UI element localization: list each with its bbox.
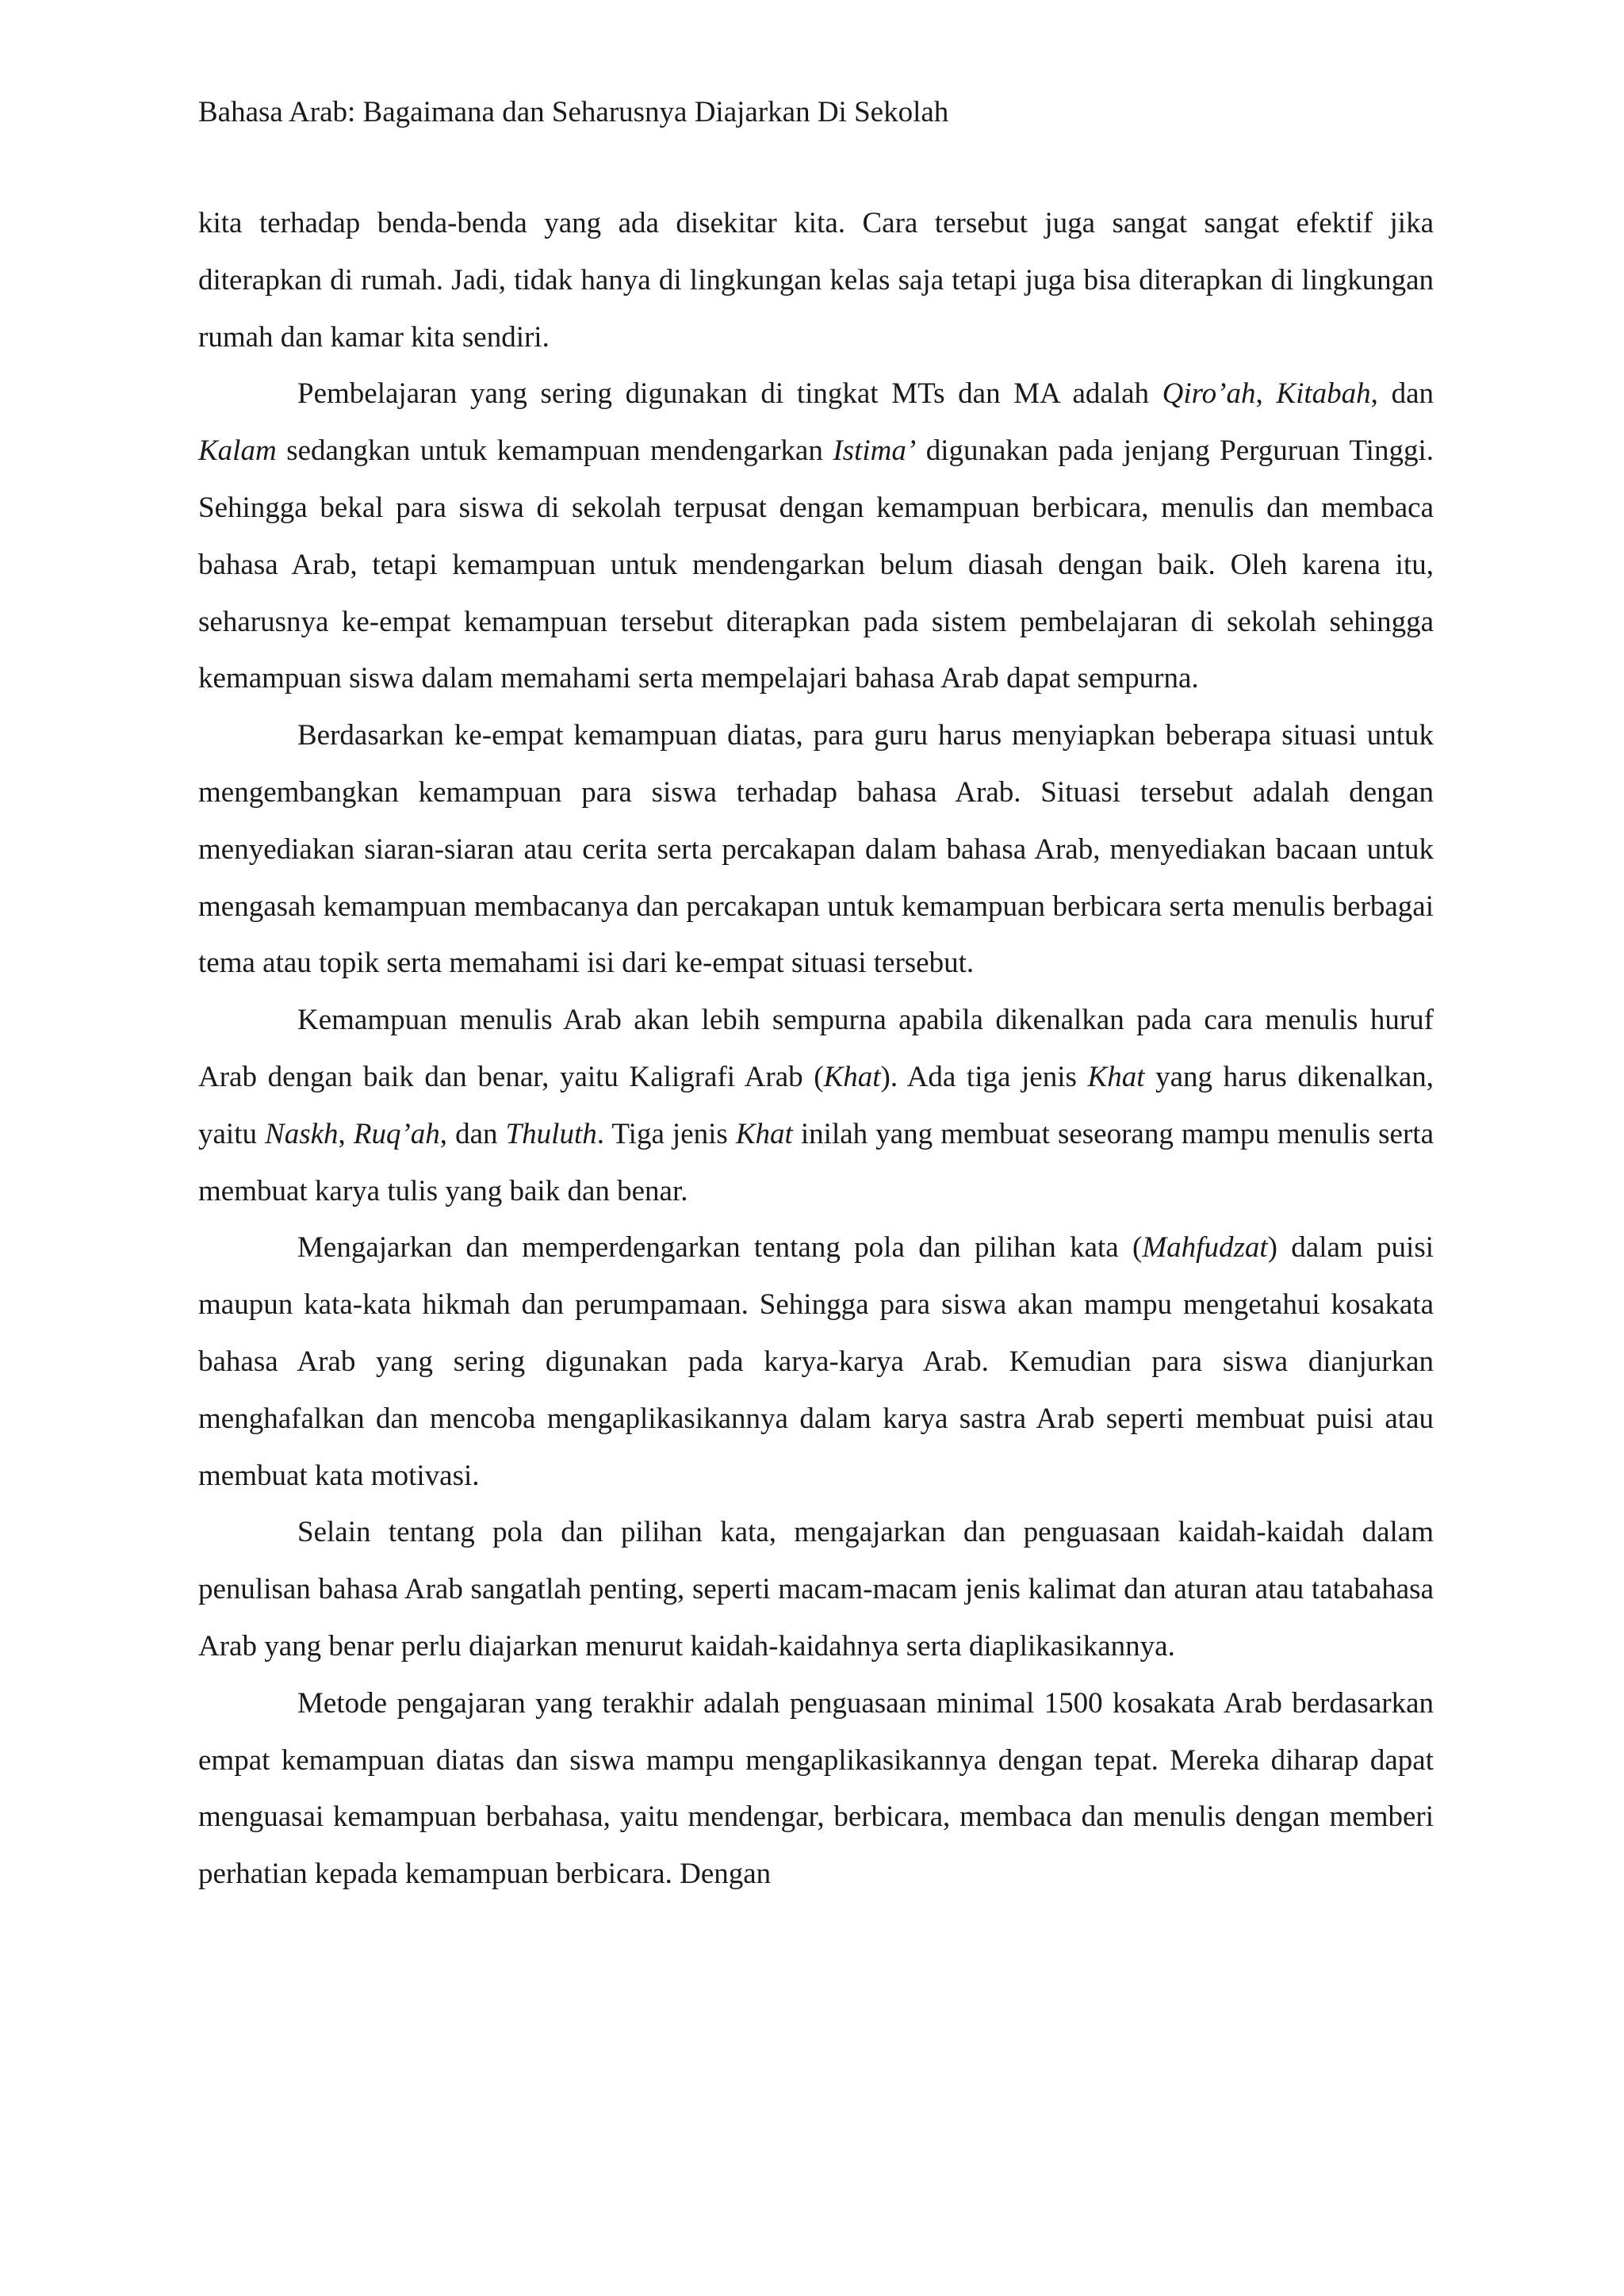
text-segment: kita terhadap benda-benda yang ada disekitar kita. Cara tersebut juga sangat sangat efektif jika diterapkan di rumah. Jadi, tidak hanya di lingkungan kelas saja tetapi juga bisa diterapkan di lingkungan rumah dan kamar kita sendiri. xyxy=(198,207,1434,354)
text-segment: sedangkan untuk kemampuan mendengarkan xyxy=(276,434,833,468)
text-segment: . Tiga jenis xyxy=(596,1117,736,1150)
text-segment: Pembelajaran yang sering digunakan di tingkat MTs dan MA adalah xyxy=(297,377,1162,411)
italic-term: Mahfudzat xyxy=(1142,1231,1268,1265)
text-segment: Selain tentang pola dan pilihan kata, mengajarkan dan penguasaan kaidah-kaidah dalam penulisan bahasa Arab sangatlah penting, seperti macam-macam jenis kalimat dan aturan atau tatabahasa Arab yang benar perlu diajarkan menurut kaidah-kaidahnya serta diaplikasikannya. xyxy=(198,1516,1434,1663)
italic-term: Istima’ xyxy=(833,434,917,468)
paragraph xyxy=(198,1219,1434,1504)
text-segment: , dan xyxy=(439,1117,506,1150)
text-segment: Metode pengajaran yang terakhir adalah penguasaan minimal 1500 kosakata Arab berdasarkan empat kemampuan diatas dan siswa mampu mengaplikasikannya dengan tepat. Mereka diharap dapat menguasai kemampuan berbahasa, yaitu mendengar, berbicara, membaca dan menulis dengan memberi perhatian kepada kemampuan berbicara. Dengan xyxy=(198,1686,1434,1891)
body-text xyxy=(198,195,1434,1903)
text-segment: ). Ada tiga jenis xyxy=(880,1060,1088,1093)
text-segment: ) dalam puisi maupun kata-kata hikmah dan perumpamaan. Sehingga para siswa akan mampu mengetahui kosakata bahasa Arab yang sering digunakan pada karya-karya Arab. Kemudian para siswa dianjurkan menghafalkan dan mencoba mengaplikasikannya dalam karya sastra Arab seperti membuat puisi atau membuat kata motivasi. xyxy=(198,1231,1434,1492)
paragraph xyxy=(198,195,1434,365)
italic-term: Thuluth xyxy=(505,1117,597,1150)
paragraph xyxy=(198,1675,1434,1903)
text-segment: inilah yang membuat seseorang mampu menulis serta membuat karya tulis yang baik dan benar. xyxy=(198,1117,1434,1207)
paragraph xyxy=(198,992,1434,1219)
text-segment: Mengajarkan dan memperdengarkan tentang pola dan pilihan kata ( xyxy=(297,1231,1143,1265)
italic-term: Kalam xyxy=(198,434,277,468)
text-segment: , xyxy=(1255,377,1277,411)
text-segment: , dan xyxy=(1370,377,1434,411)
text-segment: yang harus dikenalkan, yaitu xyxy=(198,1060,1434,1150)
running-header: Bahasa Arab: Bagaimana dan Seharusnya Diajarkan Di Sekolah xyxy=(198,96,949,128)
italic-term: Naskh xyxy=(265,1117,339,1150)
italic-term: Qiro’ah xyxy=(1162,377,1256,411)
text-segment: Kemampuan menulis Arab akan lebih sempurna apabila dikenalkan pada cara menulis huruf Arab dengan baik dan benar, yaitu Kaligrafi Arab ( xyxy=(198,1004,1434,1093)
italic-term: Khat xyxy=(1087,1060,1145,1093)
text-segment: Berdasarkan ke-empat kemampuan diatas, para guru harus menyiapkan beberapa situasi untuk mengembangkan kemampuan para siswa terhadap bahasa Arab. Situasi tersebut adalah dengan menyediakan siaran-siaran atau cerita serta percakapan dalam bahasa Arab, menyediakan bacaan untuk mengasah kemampuan membacanya dan percakapan untuk kemampuan berbicara serta menulis berbagai tema atau topik serta memahami isi dari ke-empat situasi tersebut. xyxy=(198,719,1434,980)
italic-term: Kitabah xyxy=(1276,377,1371,411)
text-segment: digunakan pada jenjang Perguruan Tinggi. Sehingga bekal para siswa di sekolah terpusat dengan kemampuan berbicara, menulis dan membaca bahasa Arab, tetapi kemampuan untuk mendengarkan belum diasah dengan baik. Oleh karena itu, seharusnya ke-empat kemampuan tersebut diterapkan pada sistem pembelajaran di sekolah sehingga kemampuan siswa dalam memahami serta mempelajari bahasa Arab dapat sempurna. xyxy=(198,434,1434,695)
italic-term: Ruq’ah xyxy=(353,1117,440,1150)
paragraph xyxy=(198,1504,1434,1674)
italic-term: Khat xyxy=(735,1117,793,1150)
italic-term: Khat xyxy=(823,1060,881,1093)
text-segment: , xyxy=(338,1117,354,1150)
paragraph xyxy=(198,707,1434,992)
paragraph xyxy=(198,365,1434,707)
